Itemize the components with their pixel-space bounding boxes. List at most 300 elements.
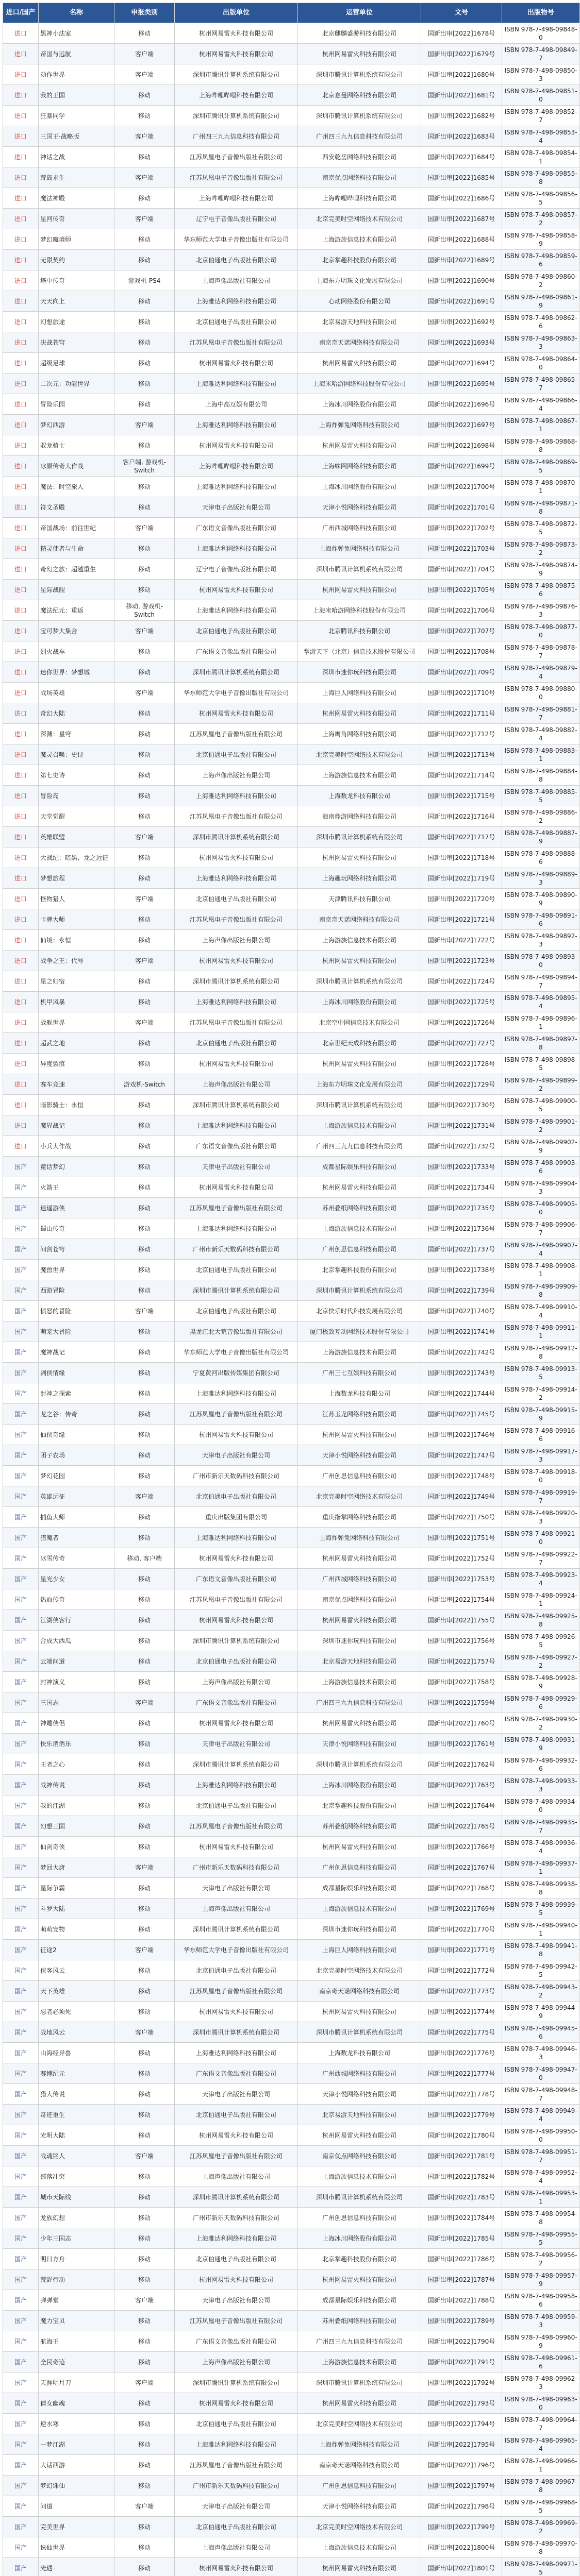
cell-isbn: ISBN 978-7-498-09868-8 [502, 435, 580, 456]
table-row [3, 1631, 580, 1651]
cell-origin: 国产 [3, 1218, 39, 1239]
table-row [3, 1754, 580, 1775]
cell-name: 江湖侠客行 [39, 1610, 114, 1631]
cell-doc-number: 国新出审[2022]1736号 [421, 1218, 502, 1239]
cell-doc-number: 国新出审[2022]1710号 [421, 683, 502, 703]
cell-isbn: ISBN 978-7-498-09961-6 [502, 2352, 580, 2372]
cell-operator: 心动网络股份有限公司 [298, 291, 421, 312]
cell-isbn: ISBN 978-7-498-09872-5 [502, 518, 580, 538]
cell-operator: 上海炸弹兔网络科技有限公司 [298, 1528, 421, 1548]
cell-category: 移动 [114, 992, 175, 1012]
cell-operator: 天津小悦网络科技有限公司 [298, 2496, 421, 2517]
cell-operator: 杭州网易雷火科技有限公司 [298, 2002, 421, 2022]
cell-origin: 进口 [3, 559, 39, 580]
cell-publisher: 杭州网易雷火科技有限公司 [175, 1177, 298, 1198]
cell-origin: 进口 [3, 1095, 39, 1115]
cell-publisher: 上海雅达利网络科技有限公司 [175, 1115, 298, 1136]
cell-category: 移动 [114, 930, 175, 951]
cell-name: 大战纪：暗黑、龙之远征 [39, 848, 114, 868]
cell-isbn: ISBN 978-7-498-09950-0 [502, 2125, 580, 2146]
cell-origin: 国产 [3, 1157, 39, 1177]
cell-doc-number: 国新出审[2022]1763号 [421, 1775, 502, 1795]
cell-operator: 杭州网易雷火科技有限公司 [298, 1713, 421, 1734]
cell-origin: 国产 [3, 2331, 39, 2352]
cell-publisher: 北京伯通电子出版社有限公司 [175, 1795, 298, 1816]
cell-isbn: ISBN 978-7-498-09886-2 [502, 806, 580, 827]
table-row [3, 2434, 580, 2455]
table-row [3, 1157, 580, 1177]
cell-operator: 深圳市腾讯计算机系统有限公司 [298, 1754, 421, 1775]
cell-name: 征途2 [39, 1940, 114, 1960]
cell-operator: 北京完美时空网络技术有限公司 [298, 209, 421, 229]
cell-operator: 上海炸弹兔网络科技有限公司 [298, 415, 421, 435]
cell-isbn: ISBN 978-7-498-09920-3 [502, 1507, 580, 1528]
cell-category: 客户端 [114, 1012, 175, 1033]
cell-publisher: 杭州网易雷火科技有限公司 [175, 1610, 298, 1631]
cell-origin: 进口 [3, 1012, 39, 1033]
cell-name: 猎人传说 [39, 2084, 114, 2105]
cell-doc-number: 国新出审[2022]1772号 [421, 1960, 502, 1981]
cell-name: 逆水寒 [39, 2414, 114, 2434]
cell-name: 幻想三国 [39, 1816, 114, 1837]
cell-category: 移动 [114, 1960, 175, 1981]
cell-origin: 进口 [3, 971, 39, 992]
cell-category: 移动 [114, 1837, 175, 1857]
cell-isbn: ISBN 978-7-498-09916-6 [502, 1425, 580, 1445]
cell-name: 仙剑奇侠 [39, 1837, 114, 1857]
cell-publisher: 杭州网易雷火科技有限公司 [175, 44, 298, 64]
cell-isbn: ISBN 978-7-498-09895-4 [502, 992, 580, 1012]
cell-name: 怪物猎人 [39, 889, 114, 909]
cell-doc-number: 国新出审[2022]1697号 [421, 415, 502, 435]
cell-doc-number: 国新出审[2022]1781号 [421, 2146, 502, 2166]
cell-publisher: 上海雅达利网络科技有限公司 [175, 1383, 298, 1404]
cell-origin: 国产 [3, 1507, 39, 1528]
cell-publisher: 江苏凤凰电子音像出版社有限公司 [175, 1816, 298, 1837]
cell-origin: 进口 [3, 64, 39, 85]
cell-name: 仙侠奇缘 [39, 1425, 114, 1445]
table-row [3, 2414, 580, 2434]
cell-category: 移动 [114, 229, 175, 250]
cell-operator: 南京优点网络科技有限公司 [298, 2146, 421, 2166]
cell-publisher: 上海声像出版社有限公司 [175, 1672, 298, 1692]
table-row [3, 703, 580, 724]
cell-publisher: 天津电子出版社有限公司 [175, 497, 298, 518]
cell-isbn: ISBN 978-7-498-09952-4 [502, 2166, 580, 2187]
cell-publisher: 深圳市腾讯计算机系统有限公司 [175, 106, 298, 126]
cell-publisher: 深圳市腾讯计算机系统有限公司 [175, 1919, 298, 1940]
cell-category: 移动 [114, 1734, 175, 1754]
cell-category: 移动 [114, 2476, 175, 2496]
cell-isbn: ISBN 978-7-498-09900-5 [502, 1095, 580, 1115]
cell-isbn: ISBN 978-7-498-09940-1 [502, 1919, 580, 1940]
table-row [3, 2043, 580, 2063]
cell-isbn: ISBN 978-7-498-09947-0 [502, 2063, 580, 2084]
cell-operator: 广州三七互娱科技有限公司 [298, 1363, 421, 1383]
cell-operator: 北京完美时空网络技术有限公司 [298, 2517, 421, 2537]
cell-origin: 进口 [3, 889, 39, 909]
cell-category: 移动 [114, 1713, 175, 1734]
cell-name: 冒险岛 [39, 786, 114, 806]
cell-name: 天涯明月刀 [39, 2372, 114, 2393]
cell-origin: 国产 [3, 1981, 39, 2002]
cell-publisher: 华东师范大学电子音像出版社有限公司 [175, 1940, 298, 1960]
cell-category: 客户端 [114, 2290, 175, 2311]
cell-operator: 杭州网易雷火科技有限公司 [298, 353, 421, 374]
table-row [3, 1095, 580, 1115]
cell-operator: 上海游族信息技术有限公司 [298, 2537, 421, 2558]
table-row [3, 1466, 580, 1486]
cell-category: 游戏机-Switch [114, 1074, 175, 1095]
table-row [3, 662, 580, 683]
cell-isbn: ISBN 978-7-498-09876-3 [502, 600, 580, 621]
cell-origin: 进口 [3, 1054, 39, 1074]
cell-origin: 国产 [3, 1425, 39, 1445]
table-row [3, 1981, 580, 2002]
table-row [3, 1445, 580, 1466]
cell-category: 客户端 [114, 167, 175, 188]
cell-operator: 深圳市腾讯计算机系统有限公司 [298, 2187, 421, 2208]
cell-isbn: ISBN 978-7-498-09848-0 [502, 23, 580, 44]
cell-category: 客户端 [114, 1301, 175, 1321]
cell-publisher: 江苏凤凰电子音像出版社有限公司 [175, 2146, 298, 2166]
table-row [3, 374, 580, 394]
cell-category: 移动 [114, 312, 175, 332]
cell-operator: 杭州网易雷火科技有限公司 [298, 435, 421, 456]
cell-publisher: 江苏凤凰电子音像出版社有限公司 [175, 724, 298, 744]
cell-operator: 南京奇天诺网络科技有限公司 [298, 1981, 421, 2002]
cell-doc-number: 国新出审[2022]1732号 [421, 1136, 502, 1157]
table-row [3, 312, 580, 332]
cell-category: 移动 [114, 477, 175, 497]
cell-publisher: 上海雅达利网络科技有限公司 [175, 786, 298, 806]
table-row [3, 786, 580, 806]
cell-operator: 深圳市腾讯计算机系统有限公司 [298, 64, 421, 85]
cell-name: 决战苍穹 [39, 332, 114, 353]
table-row [3, 209, 580, 229]
cell-operator: 上海趣玩网络科技有限公司 [298, 868, 421, 889]
table-row [3, 827, 580, 848]
cell-origin: 进口 [3, 848, 39, 868]
cell-operator: 北京世纪天成科技有限公司 [298, 1033, 421, 1054]
cell-isbn: ISBN 978-7-498-09861-9 [502, 291, 580, 312]
cell-publisher: 江苏凤凰电子音像出版社有限公司 [175, 1589, 298, 1610]
cell-category: 客户端 [114, 44, 175, 64]
cell-publisher: 天津电子出版社有限公司 [175, 2290, 298, 2311]
table-row [3, 2517, 580, 2537]
cell-origin: 国产 [3, 1837, 39, 1857]
cell-publisher: 上海雅达利网络科技有限公司 [175, 1528, 298, 1548]
cell-category: 移动 [114, 909, 175, 930]
cell-publisher: 北京伯通电子出版社有限公司 [175, 889, 298, 909]
cell-operator: 深圳市迷你玩科技有限公司 [298, 1631, 421, 1651]
cell-name: 梦想旅程 [39, 868, 114, 889]
cell-origin: 国产 [3, 1816, 39, 1837]
cell-doc-number: 国新出审[2022]1708号 [421, 641, 502, 662]
cell-doc-number: 国新出审[2022]1756号 [421, 1631, 502, 1651]
cell-publisher: 上海哔哩哔哩科技有限公司 [175, 188, 298, 209]
table-row [3, 1837, 580, 1857]
cell-doc-number: 国新出审[2022]1694号 [421, 353, 502, 374]
cell-operator: 杭州网易雷火科技有限公司 [298, 1548, 421, 1569]
cell-origin: 国产 [3, 2187, 39, 2208]
col-header-origin: 进口/国产 [3, 3, 39, 23]
cell-isbn: ISBN 978-7-498-09913-5 [502, 1363, 580, 1383]
cell-doc-number: 国新出审[2022]1755号 [421, 1610, 502, 1631]
cell-publisher: 江苏凤凰电子音像出版社有限公司 [175, 332, 298, 353]
cell-doc-number: 国新出审[2022]1751号 [421, 1528, 502, 1548]
table-row [3, 2105, 580, 2125]
cell-operator: 上海米哈游网络科技股份有限公司 [298, 374, 421, 394]
cell-isbn: ISBN 978-7-498-09962-3 [502, 2372, 580, 2393]
cell-category: 移动 [114, 2249, 175, 2269]
cell-category: 移动 [114, 848, 175, 868]
cell-operator: 北京掌趣科技股份有限公司 [298, 1260, 421, 1280]
cell-name: 明日方舟 [39, 2249, 114, 2269]
cell-category: 移动 [114, 188, 175, 209]
table-row [3, 2455, 580, 2476]
cell-doc-number: 国新出审[2022]1743号 [421, 1363, 502, 1383]
cell-isbn: ISBN 978-7-498-09934-0 [502, 1795, 580, 1816]
cell-publisher: 天津电子出版社有限公司 [175, 1878, 298, 1899]
table-row [3, 1651, 580, 1672]
cell-origin: 国产 [3, 2249, 39, 2269]
cell-isbn: ISBN 978-7-498-09902-9 [502, 1136, 580, 1157]
cell-publisher: 上海声像出版社有限公司 [175, 930, 298, 951]
cell-name: 魔界战记 [39, 1115, 114, 1136]
cell-doc-number: 国新出审[2022]1678号 [421, 23, 502, 44]
cell-publisher: 上海雅达利网络科技有限公司 [175, 1218, 298, 1239]
cell-operator: 海南鼎游网络科技有限公司 [298, 806, 421, 827]
cell-doc-number: 国新出审[2022]1788号 [421, 2290, 502, 2311]
cell-operator: 北京掌趣科技股份有限公司 [298, 2249, 421, 2269]
table-row [3, 1672, 580, 1692]
table-row [3, 724, 580, 744]
table-row [3, 1383, 580, 1404]
table-row [3, 1899, 580, 1919]
cell-category: 移动 [114, 1589, 175, 1610]
cell-operator: 南京奇天诺网络科技有限公司 [298, 332, 421, 353]
cell-category: 移动 [114, 580, 175, 600]
cell-isbn: ISBN 978-7-498-09937-1 [502, 1857, 580, 1878]
cell-origin: 进口 [3, 435, 39, 456]
cell-name: 团子农场 [39, 1445, 114, 1466]
cell-category: 移动 [114, 374, 175, 394]
cell-origin: 进口 [3, 106, 39, 126]
table-row [3, 2228, 580, 2249]
cell-operator: 北京完美时空网络技术有限公司 [298, 1960, 421, 1981]
cell-origin: 国产 [3, 1342, 39, 1363]
cell-category: 移动 [114, 806, 175, 827]
cell-origin: 进口 [3, 147, 39, 167]
cell-doc-number: 国新出审[2022]1759号 [421, 1692, 502, 1713]
cell-category: 客户端 [114, 827, 175, 848]
table-row [3, 1425, 580, 1445]
cell-name: 星际争霸 [39, 1878, 114, 1899]
table-row [3, 1692, 580, 1713]
cell-operator: 上海游族信息技术有限公司 [298, 2166, 421, 2187]
cell-doc-number: 国新出审[2022]1684号 [421, 147, 502, 167]
cell-doc-number: 国新出审[2022]1693号 [421, 332, 502, 353]
cell-publisher: 上海雅达利网络科技有限公司 [175, 2043, 298, 2063]
cell-name: 梦幻西游 [39, 415, 114, 435]
cell-origin: 国产 [3, 1795, 39, 1816]
cell-doc-number: 国新出审[2022]1696号 [421, 394, 502, 415]
table-row [3, 951, 580, 971]
cell-doc-number: 国新出审[2022]1773号 [421, 1981, 502, 2002]
cell-operator: 上海冰川网络股份有限公司 [298, 1775, 421, 1795]
cell-operator: 北京掌趣科技股份有限公司 [298, 250, 421, 270]
cell-publisher: 江苏凤凰电子音像出版社有限公司 [175, 1012, 298, 1033]
cell-name: 封神演义 [39, 1672, 114, 1692]
table-row [3, 147, 580, 167]
cell-isbn: ISBN 978-7-498-09946-3 [502, 2043, 580, 2063]
cell-category: 移动 [114, 1878, 175, 1899]
cell-operator: 上海游族信息技术有限公司 [298, 765, 421, 786]
cell-category: 移动 [114, 703, 175, 724]
cell-origin: 国产 [3, 1466, 39, 1486]
cell-publisher: 江苏凤凰电子音像出版社有限公司 [175, 806, 298, 827]
cell-publisher: 上海声像出版社有限公司 [175, 765, 298, 786]
cell-doc-number: 国新出审[2022]1695号 [421, 374, 502, 394]
cell-doc-number: 国新出审[2022]1730号 [421, 1095, 502, 1115]
cell-name: 赛车竞速 [39, 1074, 114, 1095]
cell-publisher: 上海雅达利网络科技有限公司 [175, 415, 298, 435]
cell-category: 移动 [114, 85, 175, 106]
table-row [3, 1218, 580, 1239]
cell-doc-number: 国新出审[2022]1749号 [421, 1486, 502, 1507]
cell-publisher: 上海哔哩哔哩科技有限公司 [175, 456, 298, 477]
table-row [3, 1033, 580, 1054]
cell-origin: 国产 [3, 2063, 39, 2084]
table-row [3, 126, 580, 147]
cell-category: 移动 [114, 2558, 175, 2576]
cell-doc-number: 国新出审[2022]1748号 [421, 1466, 502, 1486]
cell-name: 星光少女 [39, 1569, 114, 1589]
cell-operator: 深圳市迷你玩科技有限公司 [298, 1919, 421, 1940]
cell-publisher: 上海声像出版社有限公司 [175, 270, 298, 291]
cell-doc-number: 国新出审[2022]1691号 [421, 291, 502, 312]
cell-category: 移动 [114, 1466, 175, 1486]
cell-origin: 国产 [3, 2290, 39, 2311]
cell-publisher: 江苏凤凰电子音像出版社有限公司 [175, 909, 298, 930]
cell-origin: 国产 [3, 1672, 39, 1692]
cell-origin: 进口 [3, 250, 39, 270]
cell-name: 完美世界 [39, 2517, 114, 2537]
cell-name: 梦回大唐 [39, 1857, 114, 1878]
cell-isbn: ISBN 978-7-498-09956-2 [502, 2249, 580, 2269]
table-row [3, 394, 580, 415]
cell-doc-number: 国新出审[2022]1701号 [421, 497, 502, 518]
cell-name: 奇幻大陆 [39, 703, 114, 724]
cell-origin: 国产 [3, 2228, 39, 2249]
cell-origin: 国产 [3, 2414, 39, 2434]
cell-operator: 杭州网易雷火科技有限公司 [298, 44, 421, 64]
cell-origin: 国产 [3, 1940, 39, 1960]
cell-operator: 深圳市腾讯计算机系统有限公司 [298, 2372, 421, 2393]
cell-operator: 北京完美时空网络技术有限公司 [298, 744, 421, 765]
cell-operator: 天津小悦网络科技有限公司 [298, 497, 421, 518]
cell-publisher: 杭州网易雷火科技有限公司 [175, 580, 298, 600]
cell-origin: 进口 [3, 765, 39, 786]
cell-name: 帝国战场：前往世纪 [39, 518, 114, 538]
cell-origin: 国产 [3, 1260, 39, 1280]
cell-isbn: ISBN 978-7-498-09849-7 [502, 44, 580, 64]
cell-operator: 上海巨人网络科技有限公司 [298, 683, 421, 703]
cell-operator: 杭州网易雷火科技有限公司 [298, 1610, 421, 1631]
cell-origin: 国产 [3, 2022, 39, 2043]
cell-category: 客户端 [114, 2372, 175, 2393]
cell-operator: 广州西城网络科技有限公司 [298, 1569, 421, 1589]
cell-category: 移动 [114, 1816, 175, 1837]
table-row [3, 1198, 580, 1218]
cell-isbn: ISBN 978-7-498-09897-8 [502, 1033, 580, 1054]
cell-publisher: 天津电子出版社有限公司 [175, 1734, 298, 1754]
table-row [3, 621, 580, 641]
cell-name: 梦幻诛仙 [39, 2476, 114, 2496]
cell-publisher: 杭州网易雷火科技有限公司 [175, 2558, 298, 2576]
cell-publisher: 辽宁电子音像出版社有限公司 [175, 559, 298, 580]
cell-isbn: ISBN 978-7-498-09859-6 [502, 250, 580, 270]
cell-doc-number: 国新出审[2022]1683号 [421, 126, 502, 147]
cell-isbn: ISBN 978-7-498-09892-3 [502, 930, 580, 951]
cell-origin: 国产 [3, 1713, 39, 1734]
cell-operator: 上海数龙科技有限公司 [298, 1383, 421, 1404]
table-row [3, 23, 580, 44]
table-row [3, 2002, 580, 2022]
cell-origin: 国产 [3, 2146, 39, 2166]
cell-name: 狂暴同学 [39, 106, 114, 126]
cell-origin: 进口 [3, 909, 39, 930]
cell-name: 暗影骑士：永恒 [39, 1095, 114, 1115]
table-row [3, 2249, 580, 2269]
cell-publisher: 广东语文音像出版社有限公司 [175, 2331, 298, 2352]
cell-doc-number: 国新出审[2022]1753号 [421, 1569, 502, 1589]
cell-name: 二次元：功能世界 [39, 374, 114, 394]
cell-operator: 上海游族信息技术有限公司 [298, 1115, 421, 1136]
cell-isbn: ISBN 978-7-498-09898-5 [502, 1054, 580, 1074]
cell-isbn: ISBN 978-7-498-09935-7 [502, 1816, 580, 1837]
cell-category: 移动 [114, 497, 175, 518]
cell-category: 移动 [114, 2311, 175, 2331]
cell-isbn: ISBN 978-7-498-09930-2 [502, 1713, 580, 1734]
cell-publisher: 杭州网易雷火科技有限公司 [175, 1548, 298, 1569]
cell-publisher: 杭州网易雷火科技有限公司 [175, 2125, 298, 2146]
table-row [3, 2393, 580, 2414]
cell-isbn: ISBN 978-7-498-09911-1 [502, 1321, 580, 1342]
cell-category: 移动 [114, 2002, 175, 2022]
col-header-operator: 运营单位 [298, 3, 421, 23]
cell-name: 深渊：星穹 [39, 724, 114, 744]
cell-publisher: 杭州网易雷火科技有限公司 [175, 2269, 298, 2290]
cell-origin: 国产 [3, 1301, 39, 1321]
cell-origin: 国产 [3, 2434, 39, 2455]
cell-isbn: ISBN 978-7-498-09879-4 [502, 662, 580, 683]
cell-publisher: 江苏凤凰电子音像出版社有限公司 [175, 2455, 298, 2476]
cell-isbn: ISBN 978-7-498-09888-6 [502, 848, 580, 868]
cell-isbn: ISBN 978-7-498-09926-5 [502, 1631, 580, 1651]
cell-name: 幻想旅途 [39, 312, 114, 332]
cell-origin: 国产 [3, 1239, 39, 1260]
cell-publisher: 江苏凤凰电子音像出版社有限公司 [175, 167, 298, 188]
cell-publisher: 杭州网易雷火科技有限公司 [175, 703, 298, 724]
cell-publisher: 上海雅达利网络科技有限公司 [175, 374, 298, 394]
cell-operator: 北京易游天地科技有限公司 [298, 1651, 421, 1672]
cell-category: 移动 [114, 1775, 175, 1795]
cell-category: 移动 [114, 2331, 175, 2352]
cell-doc-number: 国新出审[2022]1682号 [421, 106, 502, 126]
cell-origin: 国产 [3, 2208, 39, 2228]
